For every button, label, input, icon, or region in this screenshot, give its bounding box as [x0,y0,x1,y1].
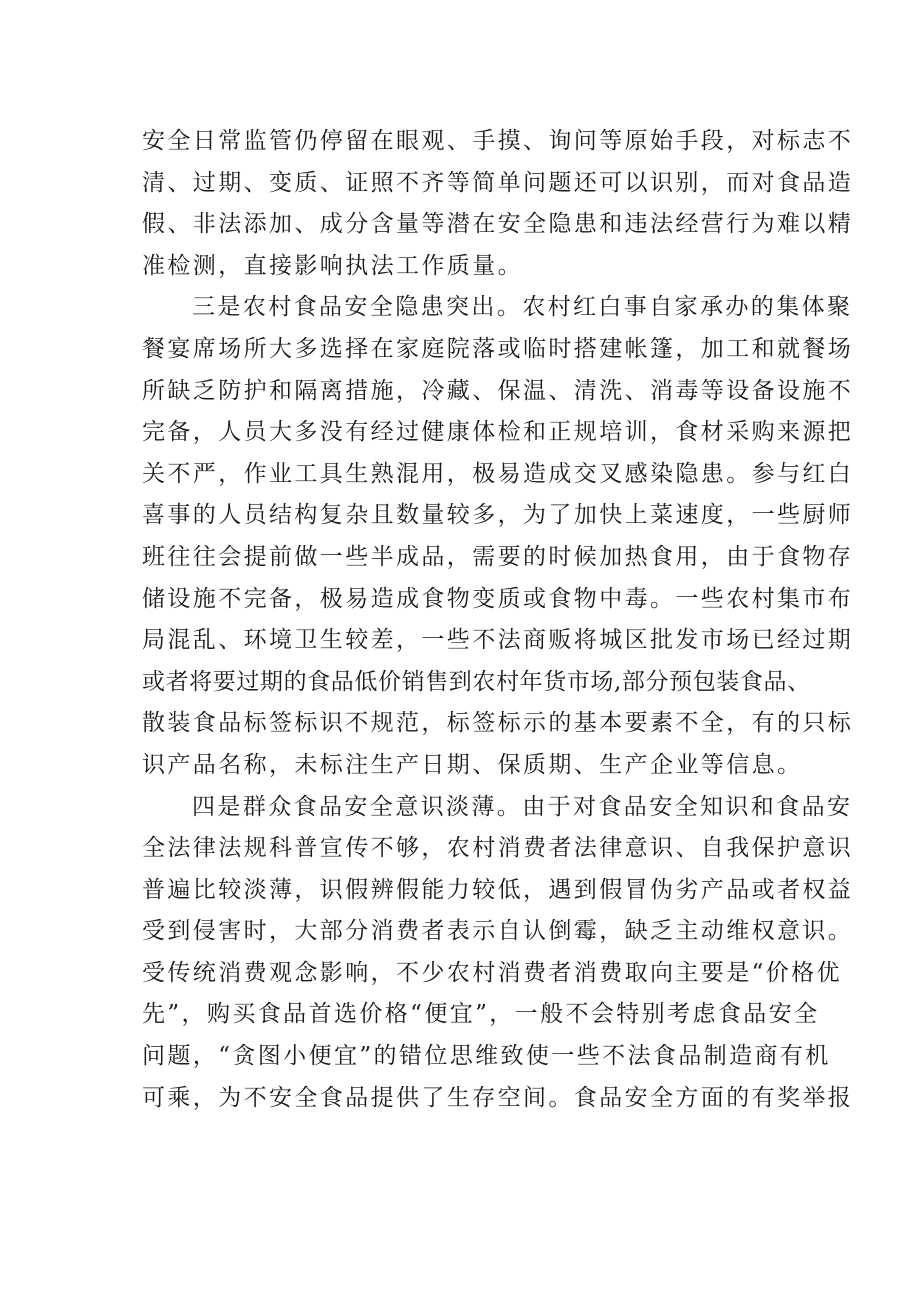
text-line: 清、过期、变质、证照不齐等简单问题还可以识别，而对食品造 [142,169,854,196]
text-line: 问题，“贪图小便宜”的错位思维致使一些不法食品制造商有机 [142,1043,831,1070]
text-line: 班往往会提前做一些半成品，需要的时候加热食用，由于食物存 [142,543,854,570]
text-line: 受传统消费观念影响，不少农村消费者消费取向主要是“价格优 [142,959,842,986]
text-line: 喜事的人员结构复杂且数量较多，为了加快上菜速度，一些厨师 [142,502,854,529]
text-line: 关不严，作业工具生熟混用，极易造成交叉感染隐患。参与红白 [142,460,854,487]
text-line: 储设施不完备，极易造成食物变质或食物中毒。一些农村集市布 [142,585,854,612]
text-line: 所缺乏防护和隔离措施，冷藏、保温、清洗、消毒等设备设施不 [142,377,854,404]
text-line: 局混乱、环境卫生较差，一些不法商贩将城区批发市场已经过期 [142,627,854,654]
paragraph-first-line: 三是农村食品安全隐患突出。农村红白事自家承办的集体聚 [192,294,853,321]
text-line: 或者将要过期的食品低价销售到农村年货市场,部分预包装食品、 [142,668,811,695]
text-line: 识产品名称，未标注生产日期、保质期、生产企业等信息。 [142,751,803,778]
text-line: 可乘，为不安全食品提供了生存空间。食品安全方面的有奖举报 [142,1084,854,1111]
text-line: 安全日常监管仍停留在眼观、手摸、询问等原始手段，对标志不 [142,128,854,154]
text-line: 先”，购买食品首选价格“便宜”，一般不会特别考虑食品安全 [142,1001,820,1028]
text-line: 普遍比较淡薄，识假辨假能力较低，遇到假冒伪劣产品或者权益 [142,876,854,903]
text-line: 散装食品标签标识不规范，标签标示的基本要素不全，有的只标 [142,710,854,737]
body-text [142,121,854,1119]
text-line: 准检测，直接影响执法工作质量。 [142,252,523,279]
paragraph-first-line: 四是群众食品安全意识淡薄。由于对食品安全知识和食品安 [192,793,853,820]
text-line: 完备，人员大多没有经过健康体检和正规培训，食材采购来源把 [142,419,854,446]
text-line: 受到侵害时，大部分消费者表示自认倒霉，缺乏主动维权意识。 [142,918,854,945]
text-line: 餐宴席场所大多选择在家庭院落或临时搭建帐篷，加工和就餐场 [142,335,854,362]
text-line: 全法律法规科普宣传不够，农村消费者法律意识、自我保护意识 [142,835,854,862]
text-line: 假、非法添加、成分含量等潜在安全隐患和违法经营行为难以精 [142,211,854,238]
